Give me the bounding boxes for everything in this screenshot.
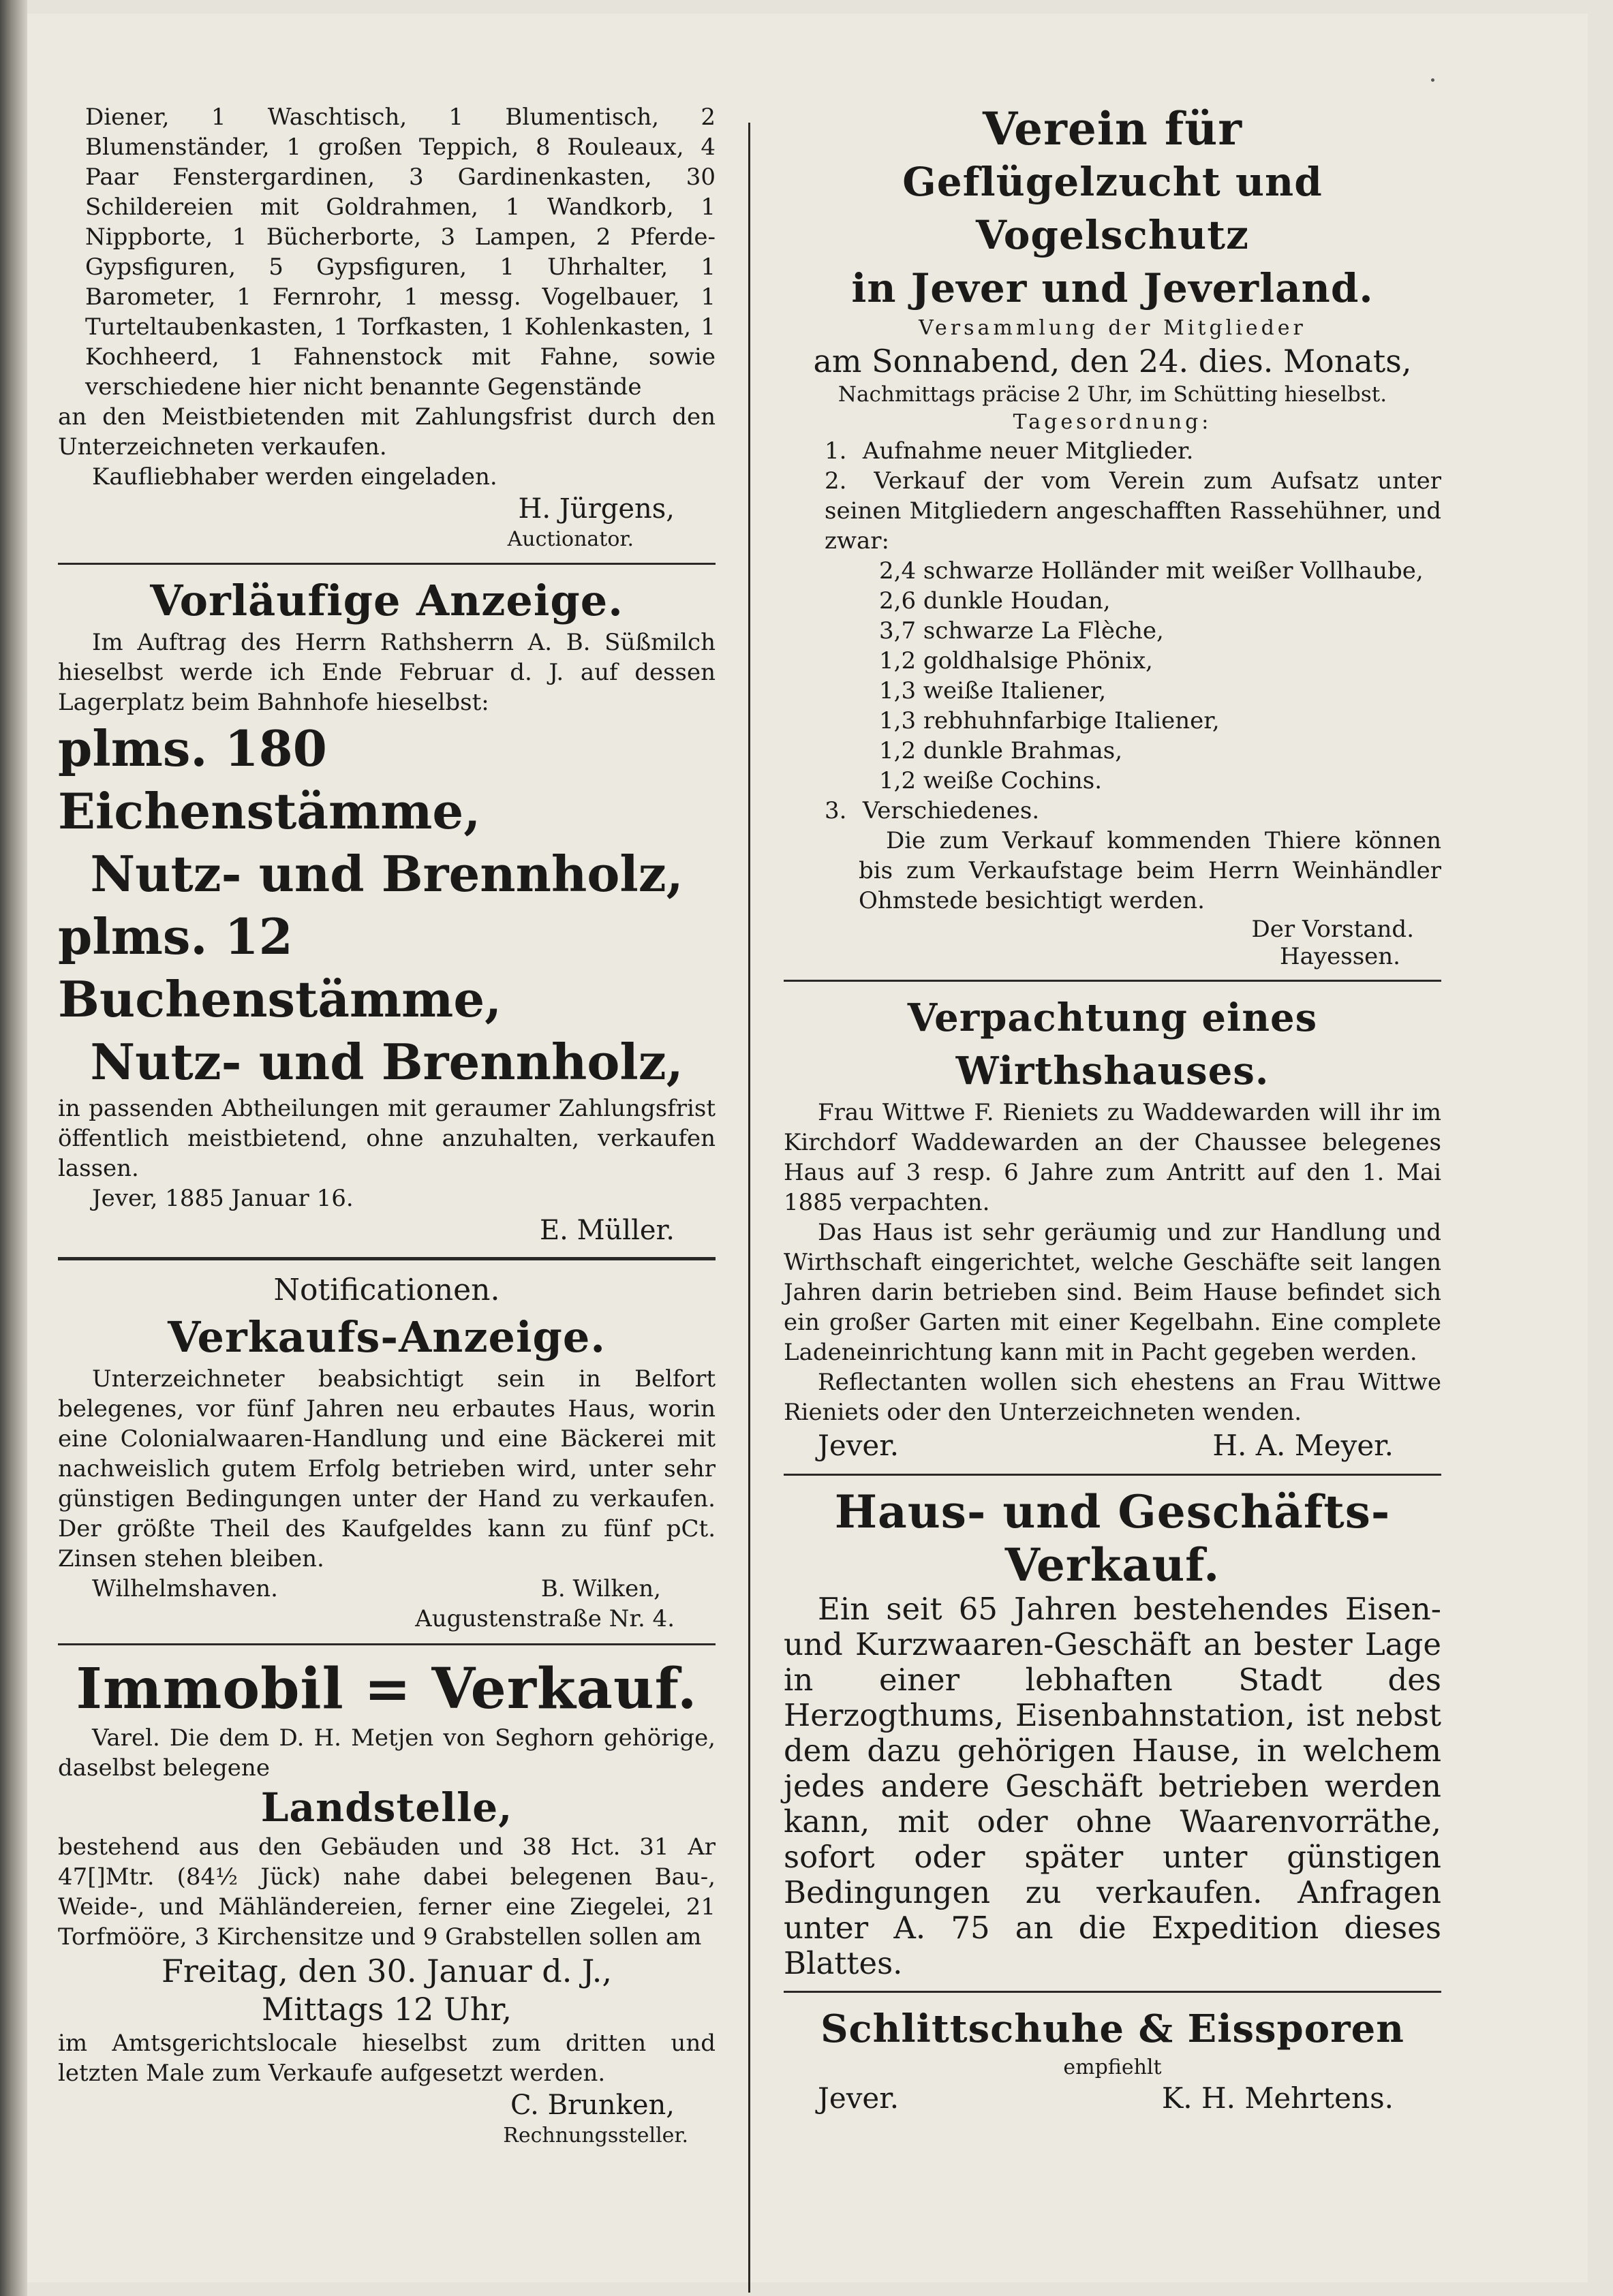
agenda-title: Tagesordnung: [1013,410,1212,434]
ad-text-2: im Amtsgerichtslocale hieselbst zum dritten und letzten Male zum Verkaufe aufgesetzt werden. [58,2030,716,2087]
ad-text: bestehend aus den Gebäuden und 38 Hct. 31 Ar 47[]Mtr. (84½ Jück) nahe dabei belegenen Bau-, Weide-, und Mähländereien, ferner eine Ziegelei, 21 Torfmööre, 3 Kirchensitze und 9 Grabstellen sollen am [58,1833,716,1951]
ad-footer [784,2080,1441,2117]
ad-wilken [58,1270,716,1634]
breed-item: 1,2 weiße Cochins. [879,767,1103,794]
separator [784,980,1441,982]
signature-name: Hayessen. [1280,943,1400,970]
ad-text-2: Das Haus ist sehr geräumig und zur Handlung und Wirthschaft eingerichtet, welche Geschäfte seit langen Jahren darin betrieben sind. Beim Hause befindet sich ein großer Garten mit einer Kegelbahn. Eine complete Ladeneinrichtung kann mit in Pacht gegeben werden. [784,1219,1441,1366]
breed-item: 2,6 dunkle Houdan, [879,587,1111,615]
ad-verein [784,102,1441,970]
separator [58,1257,716,1260]
separator [784,1474,1441,1476]
page-edge [0,0,27,2296]
headline-wood-2: Nutz- und Brennholz, [90,1033,683,1091]
ad-text-3: Reflectanten wollen sich ehestens an Frau Wittwe Rieniets oder den Unterzeichneten wenden. [784,1369,1441,1426]
signature: E. Müller. [539,1215,675,1246]
ad-note: Die zum Verkauf kommenden Thiere können bis zum Verkaufstage beim Herrn Weinhändler Ohmstede besichtigt werden. [859,827,1441,914]
ad-mehrtens [784,2002,1441,2117]
ad-subtitle: empfiehlt [1063,2055,1162,2079]
print-dot [1431,78,1434,82]
ad-intro: Im Auftrag des Herrn Rathsherrn A. B. Süßmilch hieselbst werde ich Ende Februar d. J. auf dessen Lagerplatz beim Bahnhofe hieselbst: [58,629,716,716]
agenda-item: 3. Verschiedenes. [825,797,1040,824]
place: Wilhelmshaven. [92,1575,278,1602]
ad-text: in passenden Abtheilungen mit geraumer Zahlungsfrist öffentlich meistbietend, ohne anzuhalten, verkaufen lassen. [58,1095,716,1182]
ad-title: Verpachtung eines Wirthshauses. [907,995,1318,1093]
address: Augustenstraße Nr. 4. [415,1605,675,1632]
ad-title-2: Geflügelzucht und Vogelschutz [902,159,1323,258]
ad-juergens [58,102,716,553]
ad-meyer [784,991,1441,1464]
ad-title-2: Verkauf. [1004,1538,1220,1592]
signature: K. H. Mehrtens. [1161,2081,1394,2115]
ad-text: Ein seit 65 Jahren bestehendes Eisen- und Kurzwaaren-Geschäft an bester Lage in einer lebhaften Stadt des Herzogthums, Eisenbahnstation, ist nebst dem dazu gehörigen Hause, in welchem jedes andere Geschäft betrieben werden kann, mit oder ohne Waarenvorräthe, sofort oder später unter günstigen Bedingungen zu verkaufen. Anfragen unter A. 75 an die Expedition dieses Blattes. [784,1591,1441,1981]
separator [58,1643,716,1645]
breed-item: 3,7 schwarze La Flèche, [879,617,1164,645]
ad-subtitle: Landstelle, [260,1784,513,1831]
breed-item: 1,2 dunkle Brahmas, [879,737,1123,764]
ad-intro: Varel. Die dem D. H. Metjen von Seghorn gehörige, daselbst belegene [58,1724,716,1782]
meeting-time: Nachmittags präcise 2 Uhr, im Schütting hieselbst. [838,382,1387,407]
place: Jever. [818,1429,900,1462]
ad-footer [784,1427,1441,1464]
right-column [784,102,1441,2117]
place: Jever. [818,2081,900,2115]
headline-beech: plms. 12 Buchenstämme, [58,907,502,1028]
agenda-item: 1. Aufnahme neuer Mitglieder. [825,437,1194,465]
column-divider [748,123,750,2293]
ad-geschaeft [784,1485,1441,1981]
ad-brunken [58,1655,716,2150]
ad-title: Schlittschuhe & Eissporen [820,2006,1404,2051]
ad-title-3: in Jever und Jeverland. [851,265,1374,311]
breed-item: 2,4 schwarze Holländer mit weißer Vollhaube, [879,557,1424,585]
auction-day: Freitag, den 30. Januar d. J., [161,1953,613,1989]
signature: Der Vorstand. [1251,916,1414,943]
ad-title: Vorläufige Anzeige. [150,576,624,625]
headline-oak: plms. 180 Eichenstämme, [58,719,481,840]
ad-date: Jever, 1885 Januar 16. [92,1185,354,1212]
invite-text: Kaufliebhaber werden eingeladen. [92,463,497,491]
signature-role: Rechnungssteller. [503,2124,688,2147]
separator [784,1991,1441,1993]
ad-text-1: Frau Wittwe F. Rieniets zu Waddewarden will ihr im Kirchdorf Waddewarden an der Chaussee belegenes Haus auf 3 resp. 6 Jahre zum Antritt auf den 1. Mai 1885 verpachten. [784,1099,1441,1216]
signature-role: Auctionator. [507,527,634,551]
auction-time: Mittags 12 Uhr, [262,1991,512,2028]
inventory-list: Diener, 1 Waschtisch, 1 Blumentisch, 2 Blumenständer, 1 großen Teppich, 8 Rouleaux, 4 Paar Fenstergardinen, 3 Gardinenkasten, 30 Schildereien mit Goldrahmen, 1 Wandkorb, 1 Nippborte, 1 Bücherborte, 3 Lampen, 2 Pferde-Gypsfiguren, 5 Gypsfiguren, 1 Uhrhalter, 1 Barometer, 1 Fernrohr, 1 messg. Vogelbauer, 1 Turteltaubenkasten, 1 Torfkasten, 1 Kohlenkasten, 1 Kochheerd, 1 Fahnenstock mit Fahne, sowie verschiedene hier nicht benannte Gegenstände [85,104,716,401]
left-column [58,102,716,2150]
signature: B. Wilken, [540,1575,661,1602]
meeting-date: am Sonnabend, den 24. dies. Monats, [813,343,1412,379]
ad-title: Immobil = Verkauf. [76,1656,698,1722]
ad-subtitle: Versammlung der Mitglieder [919,316,1306,340]
signature: H. Jürgens, [518,493,675,525]
agenda-list [784,436,1441,826]
breed-item: 1,3 weiße Italiener, [879,677,1107,704]
breed-item: 1,3 rebhuhnfarbige Italiener, [879,707,1220,734]
ad-text: Unterzeichneter beabsichtigt sein in Belfort belegenes, vor fünf Jahren neu erbautes Haus, worin eine Colonialwaaren-Handlung und eine Bäckerei mit nachweislich gutem Erfolg betrieben wird, unter sehr günstigen Bedingungen unter der Hand zu verkaufen. Der größte Theil des Kaufgeldes kann zu fünf pCt. Zinsen stehen bleiben. [58,1365,716,1572]
ad-footer [58,1574,716,1604]
separator [58,563,716,565]
breed-item: 1,2 goldhalsige Phönix, [879,647,1153,674]
agenda-item: 2. Verkauf der vom Verein zum Aufsatz unter seinen Mitgliedern angeschafften Rassehühner, und zwar: [825,467,1442,555]
ad-title: Verkaufs-Anzeige. [168,1312,606,1362]
ad-mueller [58,574,716,1247]
signature: H. A. Meyer. [1212,1429,1394,1462]
ad-title-1: Verein für [982,102,1243,155]
headline-wood: Nutz- und Brennholz, [90,845,683,903]
section-title: Notificationen. [273,1273,500,1307]
signature: C. Brunken, [510,2090,675,2121]
ad-title-1: Haus- und Geschäfts- [834,1485,1391,1538]
sale-text: an den Meistbietenden mit Zahlungsfrist durch den Unterzeichneten verkaufen. [58,403,716,461]
